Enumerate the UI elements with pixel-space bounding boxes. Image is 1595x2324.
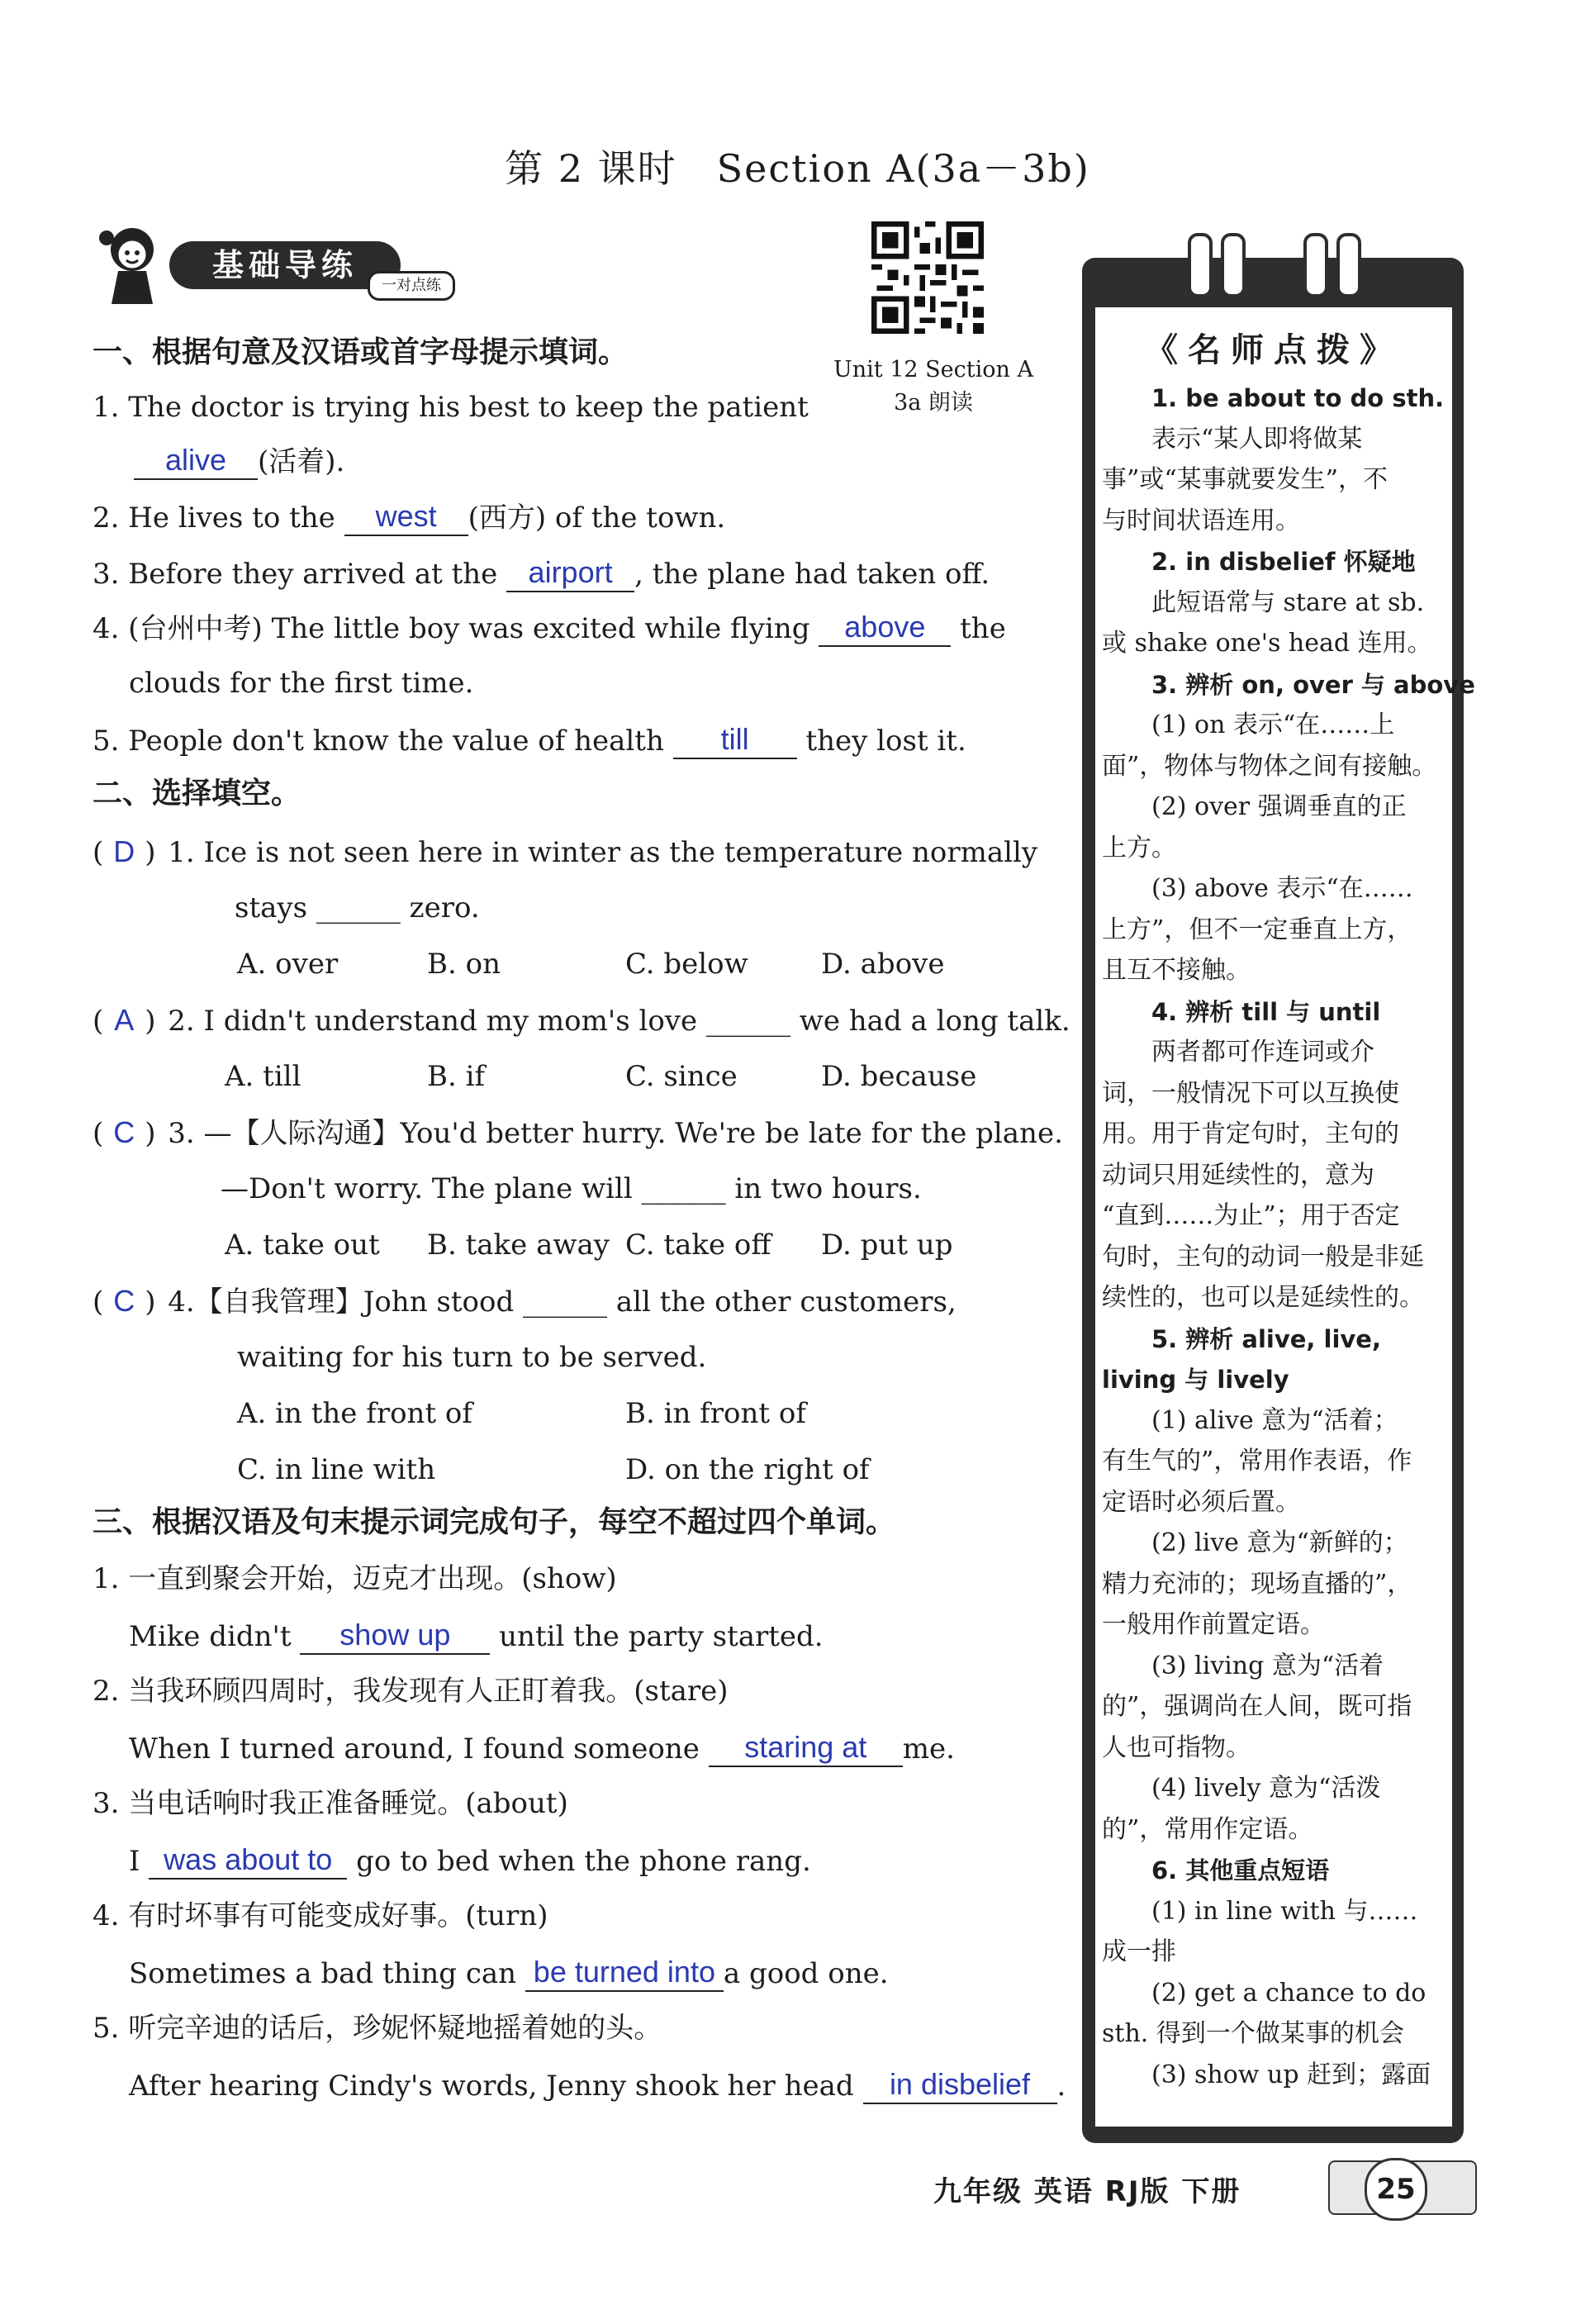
- tips-line: 且互不接触。: [1102, 956, 1251, 985]
- answer-blank[interactable]: was about to: [149, 1842, 347, 1880]
- option[interactable]: B. if: [427, 1060, 486, 1093]
- tips-line: 表示“某人即将做某: [1151, 424, 1363, 454]
- tips-heading: 《名师点拨》: [1145, 331, 1403, 369]
- part3-item-1-cn: 1. 一直到聚会开始，迈克才出现。(show): [93, 1562, 617, 1595]
- tips-line: 6. 其他重点短语: [1151, 1856, 1330, 1884]
- part3-item-2-cn: 2. 当我环顾四周时，我发现有人正盯着我。(stare): [93, 1675, 729, 1708]
- tips-line: sth. 得到一个做某事的机会: [1102, 2019, 1404, 2048]
- choice-answer[interactable]: A: [114, 1003, 135, 1037]
- option[interactable]: D. because: [821, 1060, 977, 1093]
- binder-ring-icon: [1221, 233, 1246, 297]
- qr-caption-line2: 3a 朗读: [894, 390, 973, 416]
- tips-line: (3) above 表示“在……: [1151, 874, 1413, 903]
- tips-line: (2) over 强调垂直的正: [1151, 792, 1407, 821]
- footer-label: 九年级 英语 RJ版 下册: [933, 2175, 1241, 2208]
- tips-line: 此短语常与 stare at sb.: [1151, 587, 1425, 617]
- tips-line: 的”，强调尚在人间，既可指: [1102, 1692, 1412, 1721]
- part3-item-1: Mike didn't show up until the party started.: [129, 1618, 824, 1653]
- part1-item-4: 4. (台州中考) The little boy was excited while flying above the: [93, 610, 1006, 645]
- tips-line: 2. in disbelief 怀疑地: [1151, 548, 1416, 576]
- tips-line: (1) in line with 与……: [1151, 1896, 1418, 1926]
- part3-item-4-cn: 4. 有时坏事有可能变成好事。(turn): [93, 1899, 548, 1932]
- answer-blank[interactable]: be turned into: [525, 1954, 724, 1992]
- option[interactable]: A. take out: [225, 1229, 380, 1262]
- part2-question-4-cont: waiting for his turn to be served.: [237, 1341, 707, 1374]
- option[interactable]: A. over: [237, 948, 339, 981]
- option[interactable]: D. put up: [821, 1229, 953, 1262]
- part1-item-2: 2. He lives to the west (西方) of the town.: [93, 499, 726, 535]
- part1-item-3: 3. Before they arrived at the airport , the plane had taken off.: [93, 555, 990, 591]
- part3-item-3-cn: 3. 当电话响时我正准备睡觉。(about): [93, 1787, 568, 1820]
- part1-item-1-answer: alive (活着).: [134, 442, 344, 480]
- answer-blank[interactable]: above: [819, 609, 951, 647]
- tips-line: (2) get a chance to do: [1151, 1978, 1426, 2008]
- option[interactable]: B. in front of: [625, 1397, 806, 1430]
- part1-item-4-cont: clouds for the first time.: [129, 667, 474, 700]
- part3-item-5: After hearing Cindy's words, Jenny shook her head in disbelief .: [129, 2067, 1066, 2103]
- part2-question-1: ( D ) 1. Ice is not seen here in winter as the temperature normally: [93, 834, 1038, 869]
- tips-line: (3) show up 赶到；露面: [1151, 2060, 1431, 2089]
- binder-ring-icon: [1188, 233, 1213, 297]
- tips-line: 用。用于肯定句时，主句的: [1102, 1119, 1399, 1148]
- part3-item-5-cn: 5. 听完辛迪的话后，珍妮怀疑地摇着她的头。: [93, 2012, 662, 2045]
- tips-line: 事”或“某事就要发生”，不: [1102, 465, 1389, 494]
- tips-line: (3) living 意为“活着: [1151, 1651, 1384, 1680]
- option[interactable]: A. in the front of: [237, 1397, 472, 1430]
- tips-line: living 与 lively: [1102, 1366, 1289, 1394]
- tips-line: 面”，物体与物体之间有接触。: [1102, 751, 1437, 781]
- tips-line: (2) live 意为“新鲜的；: [1151, 1528, 1408, 1557]
- tips-line: 与时间状语连用。: [1102, 506, 1300, 535]
- tips-line: 1. be about to do sth.: [1151, 384, 1445, 412]
- answer-blank[interactable]: show up: [300, 1617, 490, 1655]
- tips-line: 或 shake one's head 连用。: [1102, 629, 1432, 658]
- tips-line: 成一排: [1102, 1937, 1176, 1966]
- option[interactable]: B. on: [427, 948, 501, 981]
- part3-heading: 三、根据汉语及句末提示词完成句子，每空不超过四个单词。: [93, 1505, 896, 1539]
- tips-line: 续性的，也可以是延续性的。: [1102, 1283, 1424, 1312]
- option[interactable]: A. till: [225, 1060, 301, 1093]
- qr-code-icon[interactable]: [871, 221, 984, 334]
- option[interactable]: D. above: [821, 948, 945, 981]
- tips-line: 句时，主句的动词一般是非延: [1102, 1242, 1424, 1271]
- tips-line: 一般用作前置定语。: [1102, 1610, 1325, 1639]
- part2-question-2: ( A ) 2. I didn't understand my mom's love ______ we had a long talk.: [93, 1003, 1070, 1038]
- choice-answer[interactable]: C: [113, 1115, 135, 1149]
- tips-line: 的”，常用作定语。: [1102, 1814, 1313, 1844]
- answer-blank[interactable]: in disbelief: [863, 2066, 1057, 2104]
- tips-line: (1) alive 意为“活着；: [1151, 1405, 1398, 1435]
- part2-question-4: ( C ) 4.【自我管理】John stood ______ all the other customers,: [93, 1284, 957, 1319]
- qr-caption: [826, 354, 1041, 420]
- answer-blank[interactable]: staring at: [709, 1729, 903, 1767]
- tips-line: 有生气的”，常用作表语，作: [1102, 1447, 1412, 1476]
- part3-item-4: Sometimes a bad thing can be turned into a good one.: [129, 1955, 889, 1990]
- part2-question-3-cont: —Don't worry. The plane will ______ in two hours.: [221, 1172, 922, 1205]
- tips-line: 上方”，但不一定垂直上方，: [1102, 915, 1412, 944]
- part2-question-3: ( C ) 3. —【人际沟通】You'd better hurry. We're be late for the plane.: [93, 1115, 1063, 1150]
- part1-item-1: 1. The doctor is trying his best to keep the patient: [93, 391, 809, 424]
- tips-line: 精力充沛的；现场直播的”，: [1102, 1569, 1412, 1599]
- binder-ring-icon: [1336, 233, 1361, 297]
- page-title: 第 2 课时 Section A(3a－3b): [505, 146, 1090, 191]
- answer-blank[interactable]: alive: [134, 442, 258, 480]
- tips-line: 两者都可作连词或介: [1151, 1038, 1374, 1067]
- choice-answer[interactable]: C: [113, 1284, 135, 1318]
- part3-item-3: I was about to go to bed when the phone rang.: [129, 1842, 811, 1878]
- option[interactable]: D. on the right of: [625, 1453, 870, 1486]
- tips-line: 3. 辨析 on, over 与 above: [1151, 670, 1475, 699]
- option[interactable]: C. since: [625, 1060, 738, 1093]
- part2-heading: 二、选择填空。: [93, 777, 301, 810]
- tips-line: 定语时必须后置。: [1102, 1487, 1300, 1517]
- option[interactable]: C. below: [625, 948, 748, 981]
- answer-blank[interactable]: west: [344, 498, 468, 536]
- logo-tag: 一对点练: [368, 271, 455, 301]
- tips-line: 5. 辨析 alive, live,: [1151, 1324, 1381, 1353]
- tips-line: (1) on 表示“在……上: [1151, 711, 1395, 739]
- tips-line: 上方。: [1102, 833, 1176, 863]
- option[interactable]: B. take away: [427, 1229, 610, 1262]
- option[interactable]: C. in line with: [237, 1453, 436, 1486]
- tips-line: 4. 辨析 till 与 until: [1151, 997, 1381, 1026]
- binder-ring-icon: [1303, 233, 1328, 297]
- mascot-icon: [95, 221, 169, 308]
- page-number: 25: [1365, 2158, 1427, 2221]
- option[interactable]: C. take off: [625, 1229, 771, 1262]
- choice-answer[interactable]: D: [113, 834, 135, 868]
- logo-banner: 基础导练: [169, 241, 401, 289]
- tips-line: (4) lively 意为“活泼: [1151, 1774, 1381, 1803]
- part3-item-2: When I turned around, I found someone staring at me.: [129, 1730, 955, 1766]
- part2-question-1-cont: stays ______ zero.: [235, 891, 480, 924]
- qr-caption-line1: Unit 12 Section A: [833, 357, 1033, 383]
- tips-line: 词，一般情况下可以互换使: [1102, 1078, 1399, 1108]
- section-logo: [95, 221, 475, 312]
- tips-line: 动词只用延续性的，意为: [1102, 1160, 1374, 1190]
- part1-heading: 一、根据句意及汉语或首字母提示填词。: [93, 335, 629, 369]
- tips-line: “直到……为止”；用于否定: [1102, 1201, 1400, 1230]
- answer-blank[interactable]: airport: [506, 554, 634, 592]
- part1-item-5: 5. People don't know the value of health till they lost it.: [93, 722, 966, 758]
- answer-blank[interactable]: till: [673, 721, 797, 759]
- tips-line: 人也可指物。: [1102, 1732, 1251, 1762]
